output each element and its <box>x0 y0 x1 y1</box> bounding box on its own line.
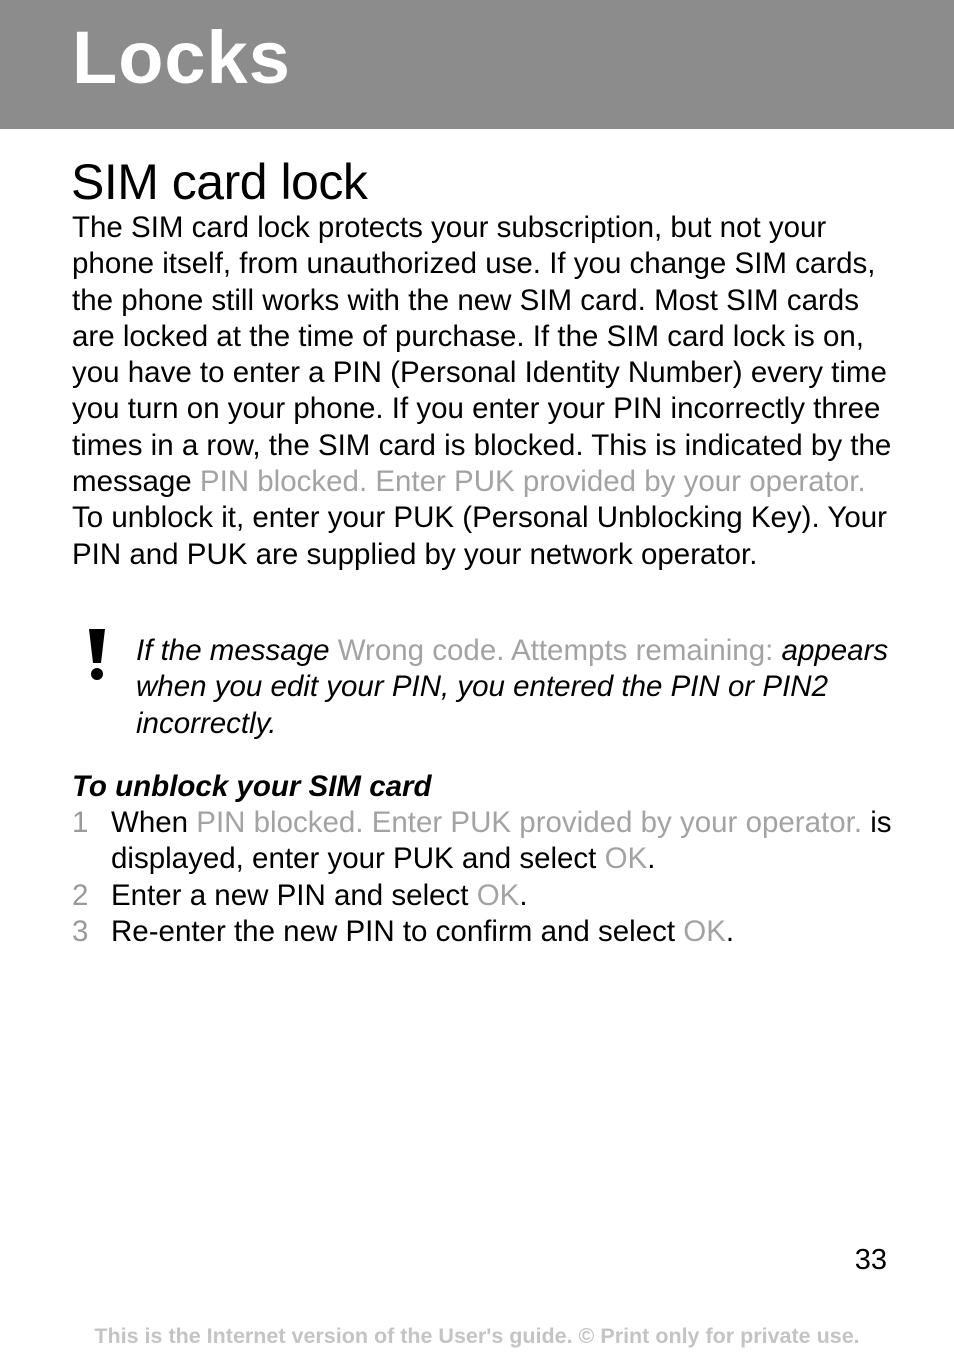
ok-softkey-label: OK <box>683 914 726 948</box>
step-number: 3 <box>72 914 89 948</box>
section-title: SIM card lock <box>71 154 368 210</box>
list-item <box>72 878 902 914</box>
step-number: 1 <box>72 806 89 839</box>
ok-softkey-label: OK <box>604 842 648 876</box>
step-end: . <box>647 842 656 876</box>
message-pin-blocked: PIN blocked. Enter PUK provided by your operator. <box>199 465 866 499</box>
chapter-title: Locks <box>72 16 291 99</box>
list-item <box>72 805 902 878</box>
step-text: Enter a new PIN and select <box>111 878 469 912</box>
note-text-after: appears when you edit your PIN, you entered the PIN or PIN2 incorrectly. <box>136 634 889 740</box>
section-body <box>72 210 902 573</box>
step-text: is displayed, enter your PUK and select <box>111 806 892 876</box>
list-item <box>72 914 902 950</box>
steps-list <box>72 805 902 950</box>
step-text: When <box>111 806 189 839</box>
step-end: . <box>519 878 528 912</box>
steps-heading: To unblock your SIM card <box>72 770 432 803</box>
footer-note: This is the Internet version of the User's guide. © Print only for private use. <box>94 1324 860 1348</box>
page-number: 33 <box>854 1244 887 1276</box>
paragraph-1: The SIM card lock protects your subscription, but not your phone itself, from unauthorized use. If you change SIM cards, the phone still works with the new SIM card. Most SIM cards are locked at the time of purchase. If the SIM card lock is on, you have to enter a PIN (Personal Identity Number) every time you turn on your phone. If you enter your PIN incorrectly three times in a row, the SIM card is blocked. This is indicated by the message <box>72 211 892 499</box>
message-pin-blocked: PIN blocked. Enter PUK provided by your operator. <box>196 806 863 839</box>
note-text-before: If the message <box>136 634 330 667</box>
message-wrong-code: Wrong code. Attempts remaining: <box>337 634 774 667</box>
paragraph-2: To unblock it, enter your PUK (Personal Unblocking Key). Your PIN and PUK are supplied by your network operator. <box>72 501 887 571</box>
chapter-header-band <box>0 0 954 129</box>
exclamation-icon <box>87 629 107 681</box>
step-number: 2 <box>72 878 89 912</box>
ok-softkey-label: OK <box>476 878 520 912</box>
note-text <box>136 633 896 742</box>
step-end: . <box>725 914 735 948</box>
step-text: Re-enter the new PIN to confirm and select <box>111 914 676 948</box>
